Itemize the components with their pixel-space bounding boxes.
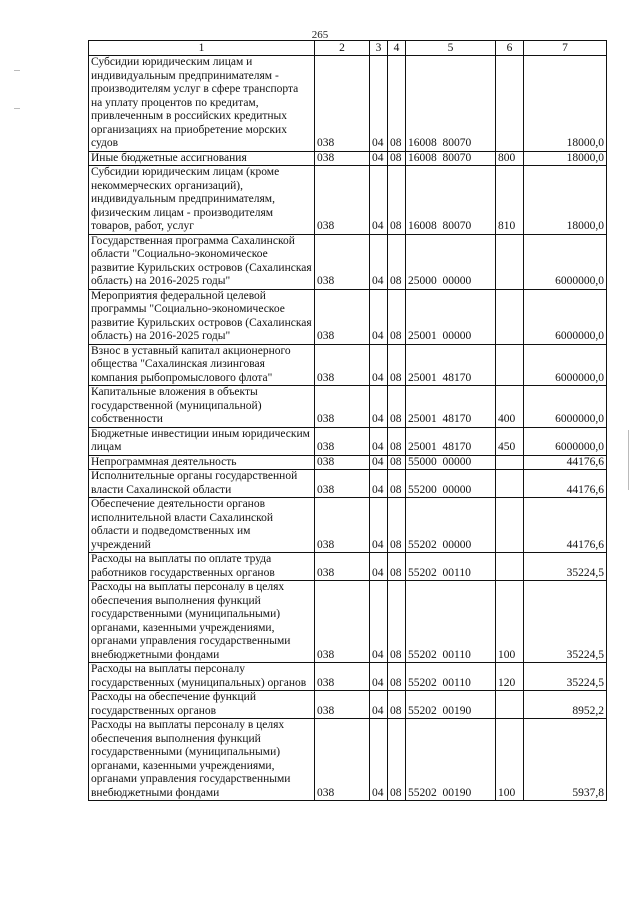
row-expense-type: 800 bbox=[496, 151, 524, 166]
row-amount: 44176,6 bbox=[524, 470, 607, 498]
row-subsection: 08 bbox=[388, 691, 406, 719]
row-section: 04 bbox=[370, 553, 388, 581]
row-section: 04 bbox=[370, 498, 388, 553]
row-target-article: 16008 80070 bbox=[406, 151, 496, 166]
row-subsection: 08 bbox=[388, 56, 406, 152]
row-target-article: 25001 48170 bbox=[406, 386, 496, 428]
row-expense-type bbox=[496, 56, 524, 152]
row-expense-type bbox=[496, 470, 524, 498]
row-name: Непрограммная деятельность bbox=[89, 455, 315, 470]
table-row bbox=[89, 166, 607, 235]
row-amount: 44176,6 bbox=[524, 498, 607, 553]
row-subsection: 08 bbox=[388, 498, 406, 553]
row-name: Исполнительные органы государственной власти Сахалинской области bbox=[89, 470, 315, 498]
page-number: 265 bbox=[311, 29, 329, 41]
row-target-article: 25001 00000 bbox=[406, 289, 496, 344]
row-expense-type bbox=[496, 344, 524, 386]
table-row bbox=[89, 455, 607, 470]
row-subsection: 08 bbox=[388, 663, 406, 691]
row-admin-code: 038 bbox=[315, 498, 370, 553]
row-amount: 18000,0 bbox=[524, 151, 607, 166]
row-name: Обеспечение деятельности органов исполнительной власти Сахалинской области и подведомственных им учреждений bbox=[89, 498, 315, 553]
row-admin-code: 038 bbox=[315, 691, 370, 719]
row-section: 04 bbox=[370, 166, 388, 235]
row-target-article: 55202 00000 bbox=[406, 498, 496, 553]
row-name: Расходы на обеспечение функций государственных органов bbox=[89, 691, 315, 719]
row-section: 04 bbox=[370, 289, 388, 344]
row-amount: 6000000,0 bbox=[524, 289, 607, 344]
row-amount: 35224,5 bbox=[524, 553, 607, 581]
header-col-2: 2 bbox=[315, 41, 370, 56]
row-admin-code: 038 bbox=[315, 455, 370, 470]
row-expense-type: 450 bbox=[496, 427, 524, 455]
row-target-article: 25000 00000 bbox=[406, 234, 496, 289]
row-expense-type bbox=[496, 455, 524, 470]
header-col-1: 1 bbox=[89, 41, 315, 56]
row-amount: 5937,8 bbox=[524, 719, 607, 801]
row-amount: 8952,2 bbox=[524, 691, 607, 719]
table-row bbox=[89, 719, 607, 801]
row-name: Взнос в уставный капитал акционерного общества "Сахалинская лизинговая компания рыбопромыслового флота" bbox=[89, 344, 315, 386]
table-row bbox=[89, 56, 607, 152]
row-section: 04 bbox=[370, 455, 388, 470]
row-subsection: 08 bbox=[388, 553, 406, 581]
table-row bbox=[89, 470, 607, 498]
row-target-article: 55000 00000 bbox=[406, 455, 496, 470]
row-subsection: 08 bbox=[388, 344, 406, 386]
row-name: Расходы на выплаты персоналу государственных (муниципальных) органов bbox=[89, 663, 315, 691]
table-row bbox=[89, 663, 607, 691]
header-col-7: 7 bbox=[524, 41, 607, 56]
row-section: 04 bbox=[370, 234, 388, 289]
row-target-article: 16008 80070 bbox=[406, 166, 496, 235]
row-name: Мероприятия федеральной целевой программы "Социально-экономическое развитие Курильских островов (Сахалинская область) на 2016-2025 годы" bbox=[89, 289, 315, 344]
row-expense-type: 120 bbox=[496, 663, 524, 691]
row-subsection: 08 bbox=[388, 470, 406, 498]
table-row bbox=[89, 151, 607, 166]
row-section: 04 bbox=[370, 691, 388, 719]
row-target-article: 25001 48170 bbox=[406, 427, 496, 455]
row-admin-code: 038 bbox=[315, 151, 370, 166]
row-amount: 35224,5 bbox=[524, 663, 607, 691]
row-target-article: 55202 00190 bbox=[406, 691, 496, 719]
table-row bbox=[89, 553, 607, 581]
row-amount: 6000000,0 bbox=[524, 427, 607, 455]
row-name: Расходы на выплаты персоналу в целях обеспечения выполнения функций государственными (муниципальными) органами, казенными учреждениями, органами управления государственными внебюджетными фондами bbox=[89, 719, 315, 801]
row-amount: 18000,0 bbox=[524, 56, 607, 152]
table-row bbox=[89, 289, 607, 344]
row-name: Государственная программа Сахалинской области "Социально-экономическое развитие Курильских островов (Сахалинская область) на 2016-2025 годы" bbox=[89, 234, 315, 289]
row-target-article: 25001 48170 bbox=[406, 344, 496, 386]
table-row bbox=[89, 386, 607, 428]
row-amount: 44176,6 bbox=[524, 455, 607, 470]
row-section: 04 bbox=[370, 663, 388, 691]
row-admin-code: 038 bbox=[315, 234, 370, 289]
row-section: 04 bbox=[370, 386, 388, 428]
row-name: Расходы на выплаты персоналу в целях обеспечения выполнения функций государственными (муниципальными) органами, казенными учреждениями, органами управления государственными внебюджетными фондами bbox=[89, 581, 315, 663]
row-amount: 6000000,0 bbox=[524, 386, 607, 428]
row-section: 04 bbox=[370, 427, 388, 455]
row-target-article: 55202 00110 bbox=[406, 663, 496, 691]
table-row bbox=[89, 427, 607, 455]
row-admin-code: 038 bbox=[315, 470, 370, 498]
row-subsection: 08 bbox=[388, 289, 406, 344]
table-row bbox=[89, 691, 607, 719]
header-col-3: 3 bbox=[370, 41, 388, 56]
row-target-article: 55202 00110 bbox=[406, 553, 496, 581]
table-row bbox=[89, 344, 607, 386]
row-section: 04 bbox=[370, 470, 388, 498]
row-amount: 6000000,0 bbox=[524, 344, 607, 386]
scan-edge-mark bbox=[14, 70, 20, 71]
row-section: 04 bbox=[370, 151, 388, 166]
row-amount: 6000000,0 bbox=[524, 234, 607, 289]
row-admin-code: 038 bbox=[315, 553, 370, 581]
row-expense-type: 100 bbox=[496, 719, 524, 801]
row-section: 04 bbox=[370, 344, 388, 386]
table-row bbox=[89, 234, 607, 289]
budget-table bbox=[88, 40, 607, 801]
row-expense-type: 100 bbox=[496, 581, 524, 663]
row-admin-code: 038 bbox=[315, 166, 370, 235]
row-name: Иные бюджетные ассигнования bbox=[89, 151, 315, 166]
row-subsection: 08 bbox=[388, 234, 406, 289]
header-row bbox=[89, 41, 607, 56]
row-admin-code: 038 bbox=[315, 663, 370, 691]
row-admin-code: 038 bbox=[315, 56, 370, 152]
row-target-article: 55202 00110 bbox=[406, 581, 496, 663]
row-name: Субсидии юридическим лицам (кроме некоммерческих организаций), индивидуальным предпринимателям, физическим лицам - производителям товаров, работ, услуг bbox=[89, 166, 315, 235]
row-name: Субсидии юридическим лицам и индивидуальным предпринимателям - производителям услуг в сфере транспорта на уплату процентов по кредитам, привлеченным в российских кредитных организациях на приобретение морских судов bbox=[89, 56, 315, 152]
row-section: 04 bbox=[370, 56, 388, 152]
table-row bbox=[89, 581, 607, 663]
header-col-5: 5 bbox=[406, 41, 496, 56]
row-subsection: 08 bbox=[388, 719, 406, 801]
header-col-4: 4 bbox=[388, 41, 406, 56]
row-amount: 18000,0 bbox=[524, 166, 607, 235]
row-admin-code: 038 bbox=[315, 581, 370, 663]
row-section: 04 bbox=[370, 719, 388, 801]
row-expense-type bbox=[496, 553, 524, 581]
row-expense-type bbox=[496, 234, 524, 289]
row-admin-code: 038 bbox=[315, 289, 370, 344]
row-amount: 35224,5 bbox=[524, 581, 607, 663]
row-subsection: 08 bbox=[388, 166, 406, 235]
scan-edge-mark bbox=[628, 430, 629, 490]
row-subsection: 08 bbox=[388, 386, 406, 428]
row-expense-type: 400 bbox=[496, 386, 524, 428]
row-subsection: 08 bbox=[388, 427, 406, 455]
row-expense-type: 810 bbox=[496, 166, 524, 235]
row-subsection: 08 bbox=[388, 455, 406, 470]
scan-edge-mark bbox=[14, 108, 20, 109]
row-admin-code: 038 bbox=[315, 344, 370, 386]
row-section: 04 bbox=[370, 581, 388, 663]
table-row bbox=[89, 498, 607, 553]
row-name: Капитальные вложения в объекты государственной (муниципальной) собственности bbox=[89, 386, 315, 428]
row-expense-type bbox=[496, 691, 524, 719]
row-expense-type bbox=[496, 498, 524, 553]
row-admin-code: 038 bbox=[315, 719, 370, 801]
row-target-article: 16008 80070 bbox=[406, 56, 496, 152]
row-target-article: 55202 00190 bbox=[406, 719, 496, 801]
row-expense-type bbox=[496, 289, 524, 344]
row-name: Расходы на выплаты по оплате труда работников государственных органов bbox=[89, 553, 315, 581]
row-target-article: 55200 00000 bbox=[406, 470, 496, 498]
row-subsection: 08 bbox=[388, 151, 406, 166]
header-col-6: 6 bbox=[496, 41, 524, 56]
row-admin-code: 038 bbox=[315, 427, 370, 455]
row-admin-code: 038 bbox=[315, 386, 370, 428]
row-name: Бюджетные инвестиции иным юридическим лицам bbox=[89, 427, 315, 455]
row-subsection: 08 bbox=[388, 581, 406, 663]
